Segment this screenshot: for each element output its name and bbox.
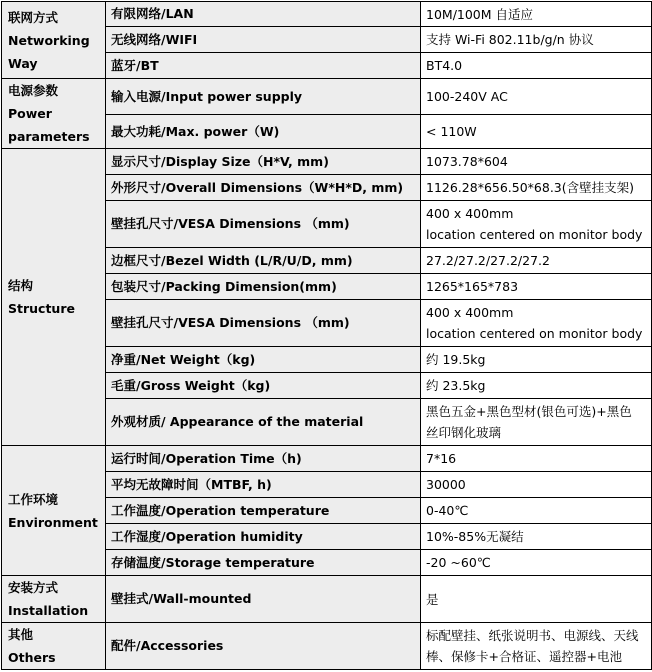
category-cell [2, 149, 106, 446]
parameter-value [421, 373, 652, 399]
category-cell [2, 2, 106, 79]
parameter-value [421, 115, 652, 149]
category-label: 电源参数 [8, 83, 59, 98]
parameter-value [421, 550, 652, 576]
table-row [2, 149, 652, 175]
parameter-value [421, 524, 652, 550]
category-label: 结构 [8, 278, 34, 293]
parameter-name: 外观材质/ Appearance of the material [106, 399, 421, 446]
parameter-name: 壁挂式/Wall-mounted [106, 576, 421, 623]
value-line: 400 x 400mm [426, 305, 514, 320]
value-line: 棒、保修卡+合格证、遥控器+电池 [426, 649, 622, 664]
value-line: 10%-85%无凝结 [426, 529, 524, 544]
table-row [2, 79, 652, 115]
category-cell [2, 446, 106, 576]
category-label: 联网方式 [8, 9, 59, 25]
table-row [2, 623, 652, 670]
parameter-name: 有限网络/LAN [106, 2, 421, 27]
parameter-name: 边框尺寸/Bezel Width (L/R/U/D, mm) [106, 248, 421, 274]
category-cell [2, 623, 106, 670]
parameter-name: 工作温度/Operation temperature [106, 498, 421, 524]
parameter-name: 蓝牙/BT [106, 53, 421, 79]
parameter-value [421, 53, 652, 79]
value-line: 27.2/27.2/27.2/27.2 [426, 253, 550, 268]
value-line: 1126.28*656.50*68.3(含壁挂支架) [426, 180, 635, 195]
parameter-name: 最大功耗/Max. power（W) [106, 115, 421, 149]
value-line: BT4.0 [426, 58, 463, 73]
parameter-value [421, 623, 652, 670]
value-line: 黑色五金+黑色型材(银色可选)+黑色 [426, 404, 632, 419]
value-line: 丝印钢化玻璃 [426, 425, 502, 440]
spec-table-body [2, 2, 652, 670]
parameter-value [421, 175, 652, 201]
parameter-value [421, 576, 652, 623]
category-label: 安装方式 [8, 580, 59, 595]
parameter-value [421, 399, 652, 446]
parameter-name: 显示尺寸/Display Size（H*V, mm) [106, 149, 421, 175]
parameter-value [421, 472, 652, 498]
value-line: 1073.78*604 [426, 154, 508, 169]
table-row [2, 446, 652, 472]
value-line: 7*16 [426, 451, 457, 466]
category-label: 其他 [8, 627, 34, 642]
value-line: location centered on monitor body [426, 326, 643, 341]
value-line: 是 [426, 591, 439, 607]
parameter-value [421, 347, 652, 373]
spec-table [1, 1, 652, 670]
category-label: Others [8, 650, 56, 665]
category-label: Networking [8, 32, 90, 48]
value-line: 支持 Wi-Fi 802.11b/g/n 协议 [426, 32, 594, 47]
value-line: 30000 [426, 477, 466, 492]
table-row [2, 576, 652, 623]
category-label: Way [8, 55, 38, 71]
value-line: 0-40℃ [426, 503, 469, 518]
parameter-name: 净重/Net Weight（kg) [106, 347, 421, 373]
parameter-name: 存储温度/Storage temperature [106, 550, 421, 576]
value-line: 1265*165*783 [426, 279, 519, 294]
category-label: parameters [8, 129, 90, 144]
value-line: < 110W [426, 124, 477, 140]
category-label: Structure [8, 301, 75, 316]
parameter-name: 运行时间/Operation Time（h) [106, 446, 421, 472]
value-line: -20 ~60℃ [426, 555, 491, 570]
value-line: 400 x 400mm [426, 206, 514, 221]
parameter-name: 无线网络/WIFI [106, 27, 421, 53]
category-label: Power [8, 106, 52, 121]
value-line: 100-240V AC [426, 89, 508, 105]
parameter-name: 包装尺寸/Packing Dimension(mm) [106, 274, 421, 300]
parameter-name: 平均无故障时间（MTBF, h) [106, 472, 421, 498]
parameter-name: 配件/Accessories [106, 623, 421, 670]
parameter-name: 外形尺寸/Overall Dimensions（W*H*D, mm) [106, 175, 421, 201]
category-cell [2, 79, 106, 149]
parameter-name: 输入电源/Input power supply [106, 79, 421, 115]
parameter-value [421, 79, 652, 115]
value-line: 约 19.5kg [426, 352, 486, 367]
value-line: 标配壁挂、纸张说明书、电源线、天线 [426, 628, 639, 643]
parameter-name: 毛重/Gross Weight（kg) [106, 373, 421, 399]
value-line: 10M/100M 自适应 [426, 6, 534, 22]
parameter-value [421, 27, 652, 53]
category-label: 工作环境 [8, 491, 59, 507]
category-cell [2, 576, 106, 623]
parameter-value [421, 446, 652, 472]
parameter-value [421, 149, 652, 175]
parameter-value [421, 248, 652, 274]
category-label: Environment [8, 514, 98, 530]
category-label: Installation [8, 603, 89, 618]
parameter-name: 壁挂孔尺寸/VESA Dimensions （mm) [106, 201, 421, 248]
parameter-name: 工作湿度/Operation humidity [106, 524, 421, 550]
parameter-value [421, 300, 652, 347]
parameter-name: 壁挂孔尺寸/VESA Dimensions （mm) [106, 300, 421, 347]
parameter-value [421, 201, 652, 248]
table-row [2, 2, 652, 27]
value-line: 约 23.5kg [426, 378, 486, 393]
value-line: location centered on monitor body [426, 227, 643, 242]
parameter-value [421, 2, 652, 27]
parameter-value [421, 498, 652, 524]
parameter-value [421, 274, 652, 300]
